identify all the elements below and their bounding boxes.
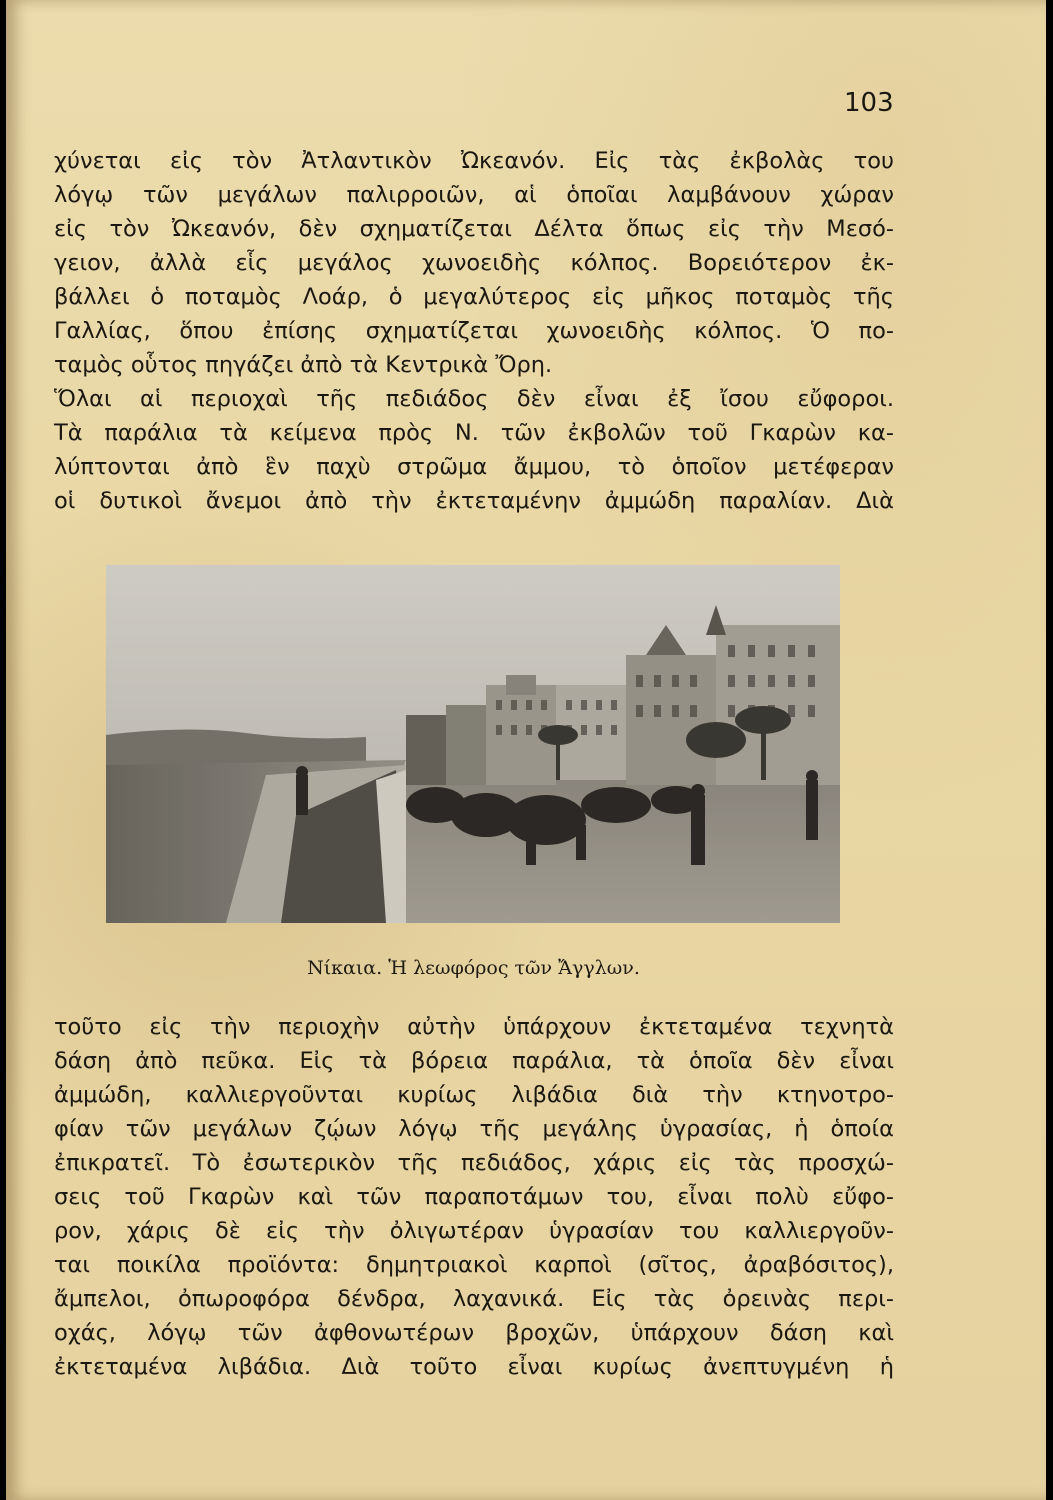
text-line: ἀμμώδη, καλλιεργοῦνται κυρίως λιβάδια διὰ τὴν κτηνοτρο-: [54, 1082, 894, 1108]
text-line: ταμὸς οὗτος πηγάζει ἀπὸ τὰ Κεντρικὰ Ὄρη.: [54, 352, 553, 378]
text-line: χύνεται εἰς τὸν Ἀτλαντικὸν Ὠκεανόν. Εἰς τὰς ἐκβολὰς του: [54, 148, 894, 174]
text-line: δάση ἀπὸ πεῦκα. Εἰς τὰ βόρεια παράλια, τὰ ὁποῖα δὲν εἶναι: [54, 1048, 894, 1074]
text-line: ρον, χάρις δὲ εἰς τὴν ὀλιγωτέραν ὑγρασίαν του καλλιεργοῦν-: [54, 1218, 894, 1244]
text-line: οἱ δυτικοὶ ἄνεμοι ἀπὸ τὴν ἐκτεταμένην ἀμμώδη παραλίαν. Διὰ: [54, 488, 894, 514]
text-line: Ὅλαι αἱ περιοχαὶ τῆς πεδιάδος δὲν εἶναι ἐξ ἴσου εὔφοροι.: [54, 386, 894, 412]
text-line: λόγῳ τῶν μεγάλων παλιρροιῶν, αἱ ὁποῖαι λαμβάνουν χώραν: [54, 182, 894, 208]
text-line: Τὰ παράλια τὰ κείμενα πρὸς Ν. τῶν ἐκβολῶν τοῦ Γκαρὼν κα-: [54, 420, 894, 446]
text-line: βάλλει ὁ ποταμὸς Λοάρ, ὁ μεγαλύτερος εἰς μῆκος ποταμὸς τῆς: [54, 284, 894, 310]
text-line: εἰς τὸν Ὠκεανόν, δὲν σχηματίζεται Δέλτα ὅπως εἰς τὴν Μεσό-: [54, 216, 894, 242]
paragraph-top: [54, 144, 894, 518]
text-line: ἄμπελοι, ὀπωροφόρα δένδρα, λαχανικά. Εἰς τὰς ὀρεινὰς περι-: [54, 1286, 894, 1312]
photo-caption: Νίκαια. Ἡ λεωφόρος τῶν Ἄγγλων.: [307, 957, 640, 979]
paragraph-bottom: [54, 1010, 894, 1384]
text-line: φίαν τῶν μεγάλων ζῴων λόγῳ τῆς μεγάλης ὑγρασίας, ἡ ὁποία: [54, 1116, 894, 1142]
text-line: λύπτονται ἀπὸ ἓν παχὺ στρῶμα ἄμμου, τὸ ὁποῖον μετέφεραν: [54, 454, 894, 480]
text-line: ἐκτεταμένα λιβάδια. Διὰ τοῦτο εἶναι κυρίως ἀνεπτυγμένη ἡ: [54, 1354, 894, 1380]
nice-promenade-photo: [106, 565, 840, 923]
text-line: γειον, ἀλλὰ εἷς μεγάλος χωνοειδὴς κόλπος. Βορειότερον ἐκ-: [54, 250, 894, 276]
page-number: 103: [844, 88, 894, 118]
text-line: οχάς, λόγῳ τῶν ἀφθονωτέρων βροχῶν, ὑπάρχουν δάση καὶ: [54, 1320, 894, 1346]
photo-illustration: [106, 565, 840, 923]
text-line: ται ποικίλα προϊόντα: δημητριακοὶ καρποὶ (σῖτος, ἀραβόσιτος),: [54, 1252, 894, 1278]
book-page: [6, 0, 1046, 1500]
text-line: τοῦτο εἰς τὴν περιοχὴν αὐτὴν ὑπάρχουν ἐκτεταμένα τεχνητὰ: [54, 1014, 894, 1040]
text-line: ἐπικρατεῖ. Τὸ ἐσωτερικὸν τῆς πεδιάδος, χάρις εἰς τὰς προσχώ-: [54, 1150, 894, 1176]
text-line: σεις τοῦ Γκαρὼν καὶ τῶν παραποτάμων του, εἶναι πολὺ εὔφο-: [54, 1184, 894, 1210]
text-line: Γαλλίας, ὅπου ἐπίσης σχηματίζεται χωνοειδὴς κόλπος. Ὁ πο-: [54, 318, 894, 344]
